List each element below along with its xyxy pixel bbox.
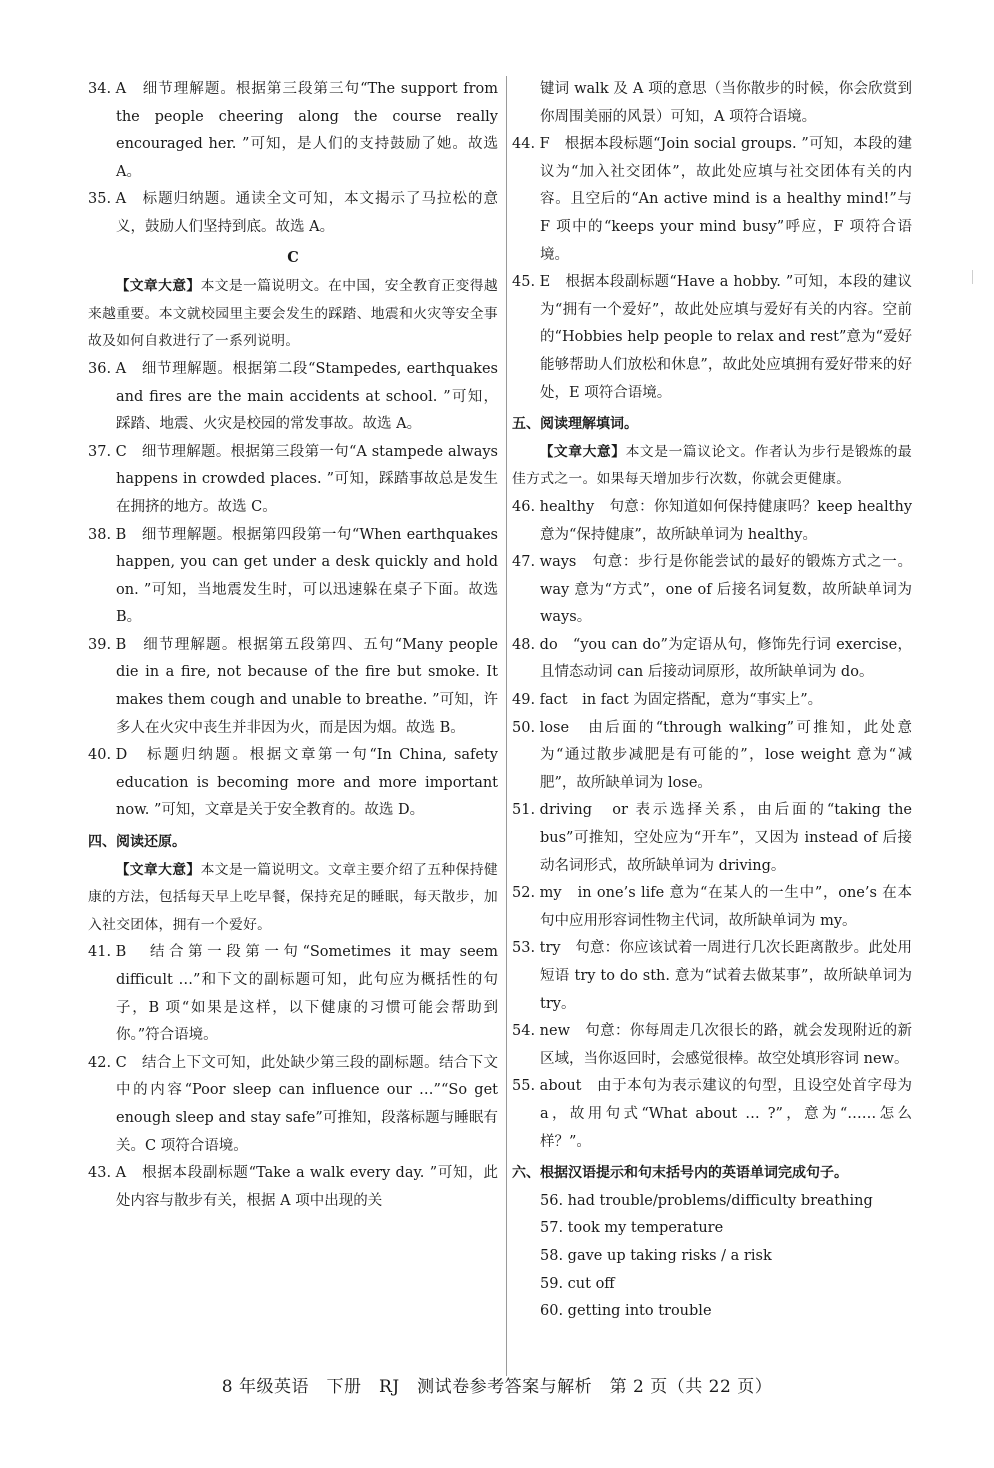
answer-42: 42. C 结合上下文可知，此处缺少第三段的副标题。结合下文中的内容“Poor sleep can influence our …”“So get enough sleep and stay safe”可推知，段落标题与睡眠有关。C 项符合语境。	[88, 1054, 499, 1154]
column-divider	[506, 76, 507, 1376]
answer-35: 35. A 标题归纳题。通读全文可知，本文揭示了马拉松的意义，鼓励人们坚持到底。故选 A。	[88, 191, 499, 235]
answer-37: 37. C 细节理解题。根据第三段第一句“A stampede always happens in crowded places. ”可知，踩踏事故总是发生在拥挤的地方。故选 C。	[88, 443, 499, 515]
answer-48: 48. do “you can do”为定语从句，修饰先行词 exercise，且情态动词 can 后接动词原形，故所缺单词为 do。	[512, 636, 912, 681]
answer-47: 47. ways 句意：步行是你能尝试的最好的锻炼方式之一。way 意为“方式”，one of 后接名词复数，故所缺单词为 ways。	[512, 554, 913, 626]
answer-45: 45. E 根据本段副标题“Have a hobby. ”可知，本段的建议为“拥有一个爱好”，故此处应填与爱好有关的内容。空前的“Hobbies help people to relax and rest”意为“爱好能够帮助人们放松和休息”，故此处应填拥有爱好带来的好处，E 项符合语境。	[512, 274, 912, 401]
answer-55: 55. about 由于本句为表示建议的句型，且设空处首字母为 a，故用句式“What about … ?”，意为“……怎么样？”。	[512, 1078, 912, 1150]
answer-60: 60. getting into trouble	[540, 1303, 712, 1320]
left-column	[88, 76, 498, 1215]
answer-57: 57. took my temperature	[540, 1220, 724, 1237]
answer-39: 39. B 细节理解题。根据第五段第四、五句“Many people die in a fire, not because of the fire but smoke. It makes them cough and unable to breathe. ”可知，许多人在火灾中丧生并非因为火，而是因为烟。故选 B。	[88, 636, 499, 736]
answer-50: 50. lose 由后面的“through walking”可推知，此处意为“通过散步减肥是有可能的”，lose weight 意为“减肥”，故所缺单词为 lose。	[512, 719, 912, 791]
page-edge-mark	[972, 270, 973, 284]
section-four-heading: 四、阅读还原。	[88, 834, 186, 851]
section-six-heading: 六、根据汉语提示和句末括号内的英语单词完成句子。	[512, 1165, 848, 1182]
answer-46: 46. healthy 句意：你知道如何保持健康吗？keep healthy 意为“保持健康”，故所缺单词为 healthy。	[512, 498, 913, 543]
answer-40: 40. D 标题归纳题。根据文章第一句“In China, safety education is becoming more and more important now. ”可知，文章是关于安全教育的。故选 D。	[88, 747, 498, 819]
page-footer: 8 年级英语 下册 RJ 测试卷参考答案与解析 第 2 页（共 22 页）	[221, 1377, 773, 1397]
answer-36: 36. A 细节理解题。根据第二段“Stampedes, earthquakes and fires are the main accidents at school. ”可知，踩踏、地震、火灾是校园的常发事故。故选 A。	[88, 360, 498, 433]
section-five-heading: 五、阅读理解填词。	[512, 416, 638, 433]
answer-34: 34. A 细节理解题。根据第三段第三句“The support from the people cheering along the course really encouraged her. ”可知，是人们的支持鼓励了她。故选 A。	[88, 81, 498, 180]
answer-54: 54. new 句意：你每周走几次很长的路，就会发现附近的新区域，当你返回时，会感觉很棒。故空处填形容词 new。	[512, 1023, 913, 1067]
answer-56: 56. had trouble/problems/difficulty breathing	[540, 1192, 873, 1209]
section-c-summary: 【文章大意】本文是一篇说明文。在中国，安全教育正变得越来越重要。本文就校园里主要会发生的踩踏、地震和火灾等安全事故及如何自救进行了一系列说明。	[88, 278, 498, 350]
answer-53: 53. try 句意：你应该试着一周进行几次长距离散步。此处用短语 try to do sth. 意为“试着去做某事”，故所缺单词为 try。	[512, 940, 912, 1012]
section-c-heading: C	[287, 248, 299, 266]
answer-52: 52. my in one’s life 意为“在某人的一生中”，one’s 在本句中应用形容词性物主代词，故所缺单词为 my。	[512, 885, 913, 929]
answer-59: 59. cut off	[540, 1275, 615, 1292]
answer-44: 44. F 根据本段标题“Join social groups. ”可知，本段的建议为“加入社交团体”，故此处应填与社交团体有关的内容。且空后的“An active mind is a healthy mind!”与 F 项中的“keeps your mind busy”呼应，F 项符合语境。	[512, 136, 913, 263]
answer-38: 38. B 细节理解题。根据第四段第一句“When earthquakes happen, you can get under a desk quickly and hold on. ”可知，当地震发生时，可以迅速躲在桌子下面。故选 B。	[88, 526, 498, 626]
section-five-summary: 【文章大意】本文是一篇议论文。作者认为步行是锻炼的最佳方式之一。如果每天增加步行次数，你就会更健康。	[512, 443, 912, 488]
answer-41: 41. B 结合第一段第一句“Sometimes it may seem difficult …”和下文的副标题可知，此句应为概括性的句子，B 项“如果是这样，以下健康的习惯可能会帮助到你。”符合语境。	[88, 944, 498, 1044]
answer-51: 51. driving or 表示选择关系，由后面的“taking the bus”可推知，空处应为“开车”，又因为 instead of 后接动名词形式，故所缺单词为 driving。	[512, 802, 912, 874]
section-four-summary: 【文章大意】本文是一篇说明文。文章主要介绍了五种保持健康的方法，包括每天早上吃早餐，保持充足的睡眠，每天散步，加入社交团体，拥有一个爱好。	[88, 861, 498, 933]
answer-49: 49. fact in fact 为固定搭配，意为“事实上”。	[512, 692, 823, 709]
right-column	[512, 76, 912, 1326]
answer-43: 43. A 根据本段副标题“Take a walk every day. ”可知，此处内容与散步有关，根据 A 项中出现的关	[88, 1165, 498, 1209]
answer-43-continued: 键词 walk 及 A 项的意思（当你散步的时候，你会欣赏到你周围美丽的风景）可知，A 项符合语境。	[540, 81, 912, 125]
answer-58: 58. gave up taking risks / a risk	[540, 1247, 772, 1264]
